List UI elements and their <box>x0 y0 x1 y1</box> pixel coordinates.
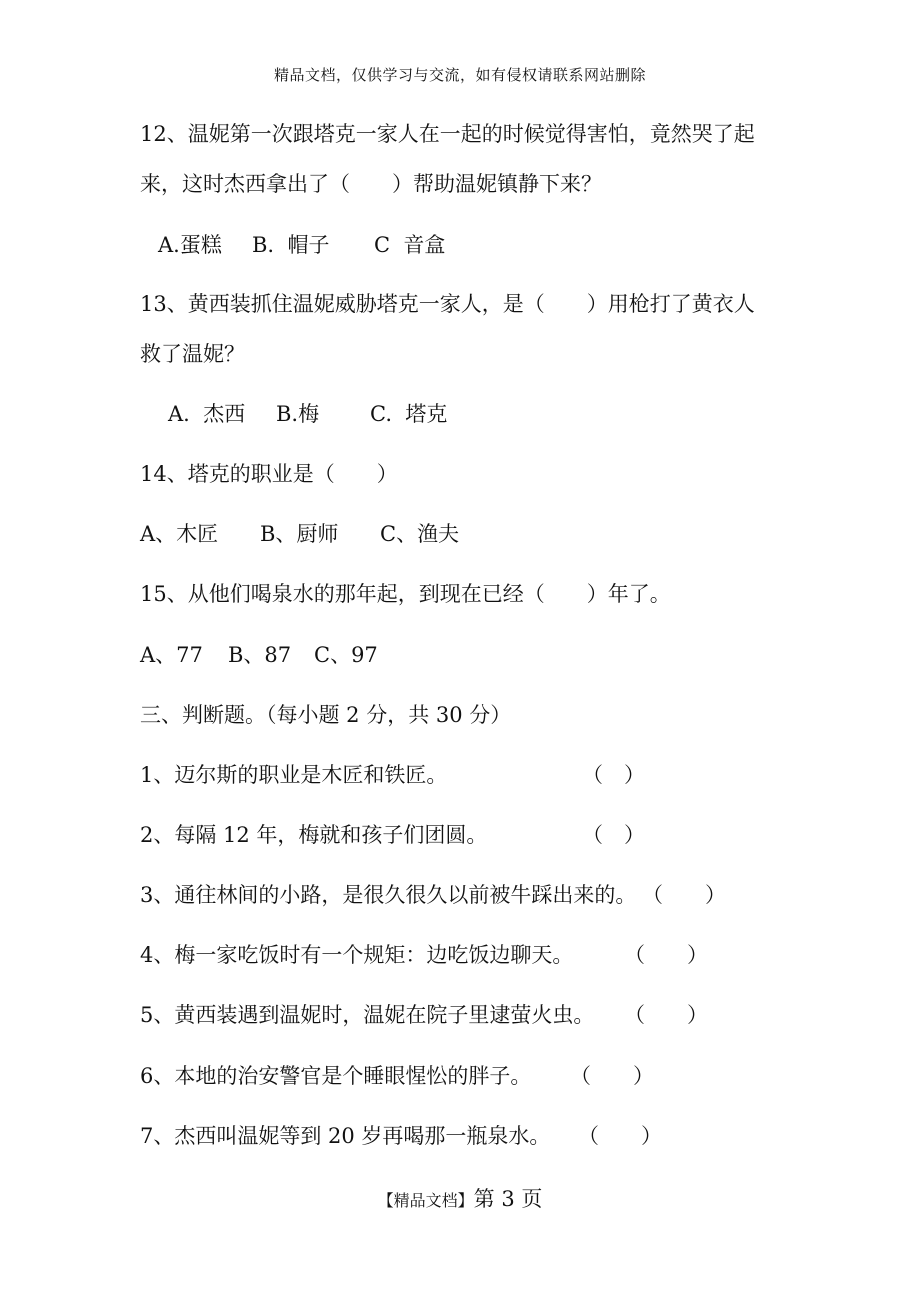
section3-title: 三、判断题。（每小题 2 分，共 30 分） <box>140 703 512 727</box>
judge-answer-blank-3: （ ） <box>642 883 726 907</box>
q14-option-a: A、木匠 <box>140 522 219 546</box>
q15-option-a: A、77 <box>140 643 203 667</box>
judge-answer-blank-7: （ ） <box>578 1124 662 1148</box>
q13-line1: 13、黄西装抓住温妮威胁塔克一家人，是（ ）用枪打了黄衣人 <box>140 292 755 316</box>
q12-option-b: B. 帽子 <box>252 233 330 257</box>
judge-item-1: 1、迈尔斯的职业是木匠和铁匠。 <box>140 763 448 787</box>
page-header: 精品文档，仅供学习与交流，如有侵权请联系网站删除 <box>273 66 646 84</box>
judge-answer-blank-6: （ ） <box>570 1064 654 1088</box>
page-footer <box>0 1183 920 1213</box>
q13-line2: 救了温妮？ <box>140 342 245 366</box>
q15-option-c: C、97 <box>314 643 378 667</box>
q14-line1: 14、塔克的职业是（ ） <box>140 462 398 486</box>
judge-item-5: 5、黄西装遇到温妮时，温妮在院子里逮萤火虫。 <box>140 1003 595 1027</box>
q15-line1: 15、从他们喝泉水的那年起，到现在已经（ ）年了。 <box>140 582 671 606</box>
q14-option-b: B、厨师 <box>260 522 339 546</box>
q12-option-c: C 音盒 <box>374 233 446 257</box>
judge-answer-blank-4: （ ） <box>624 943 708 967</box>
judge-item-6: 6、本地的治安警官是个睡眼惺忪的胖子。 <box>140 1064 532 1088</box>
footer-label: 【精品文档】 <box>377 1191 474 1210</box>
judge-item-4: 4、梅一家吃饭时有一个规矩：边吃饭边聊天。 <box>140 943 574 967</box>
q13-option-b: B.梅 <box>276 402 320 426</box>
q12-line1: 12、温妮第一次跟塔克一家人在一起的时候觉得害怕，竟然哭了起 <box>140 122 755 146</box>
q13-option-a: A. 杰西 <box>168 402 246 426</box>
q14-option-c: C、渔夫 <box>380 522 460 546</box>
judge-item-2: 2、每隔 12 年，梅就和孩子们团圆。 <box>140 823 488 847</box>
q12-option-a: A.蛋糕 <box>158 233 222 257</box>
page-number: 第 3 页 <box>473 1187 543 1211</box>
judge-answer-blank-2: （ ） <box>582 823 645 847</box>
q15-option-b: B、87 <box>228 643 292 667</box>
q12-line2: 来，这时杰西拿出了（ ）帮助温妮镇静下来？ <box>140 172 602 196</box>
judge-answer-blank-5: （ ） <box>624 1003 708 1027</box>
judge-item-3: 3、通往林间的小路，是很久很久以前被牛踩出来的。 <box>140 883 637 907</box>
judge-item-7: 7、杰西叫温妮等到 20 岁再喝那一瓶泉水。 <box>140 1124 551 1148</box>
q13-option-c: C. 塔克 <box>370 402 448 426</box>
judge-answer-blank-1: （ ） <box>582 763 645 787</box>
